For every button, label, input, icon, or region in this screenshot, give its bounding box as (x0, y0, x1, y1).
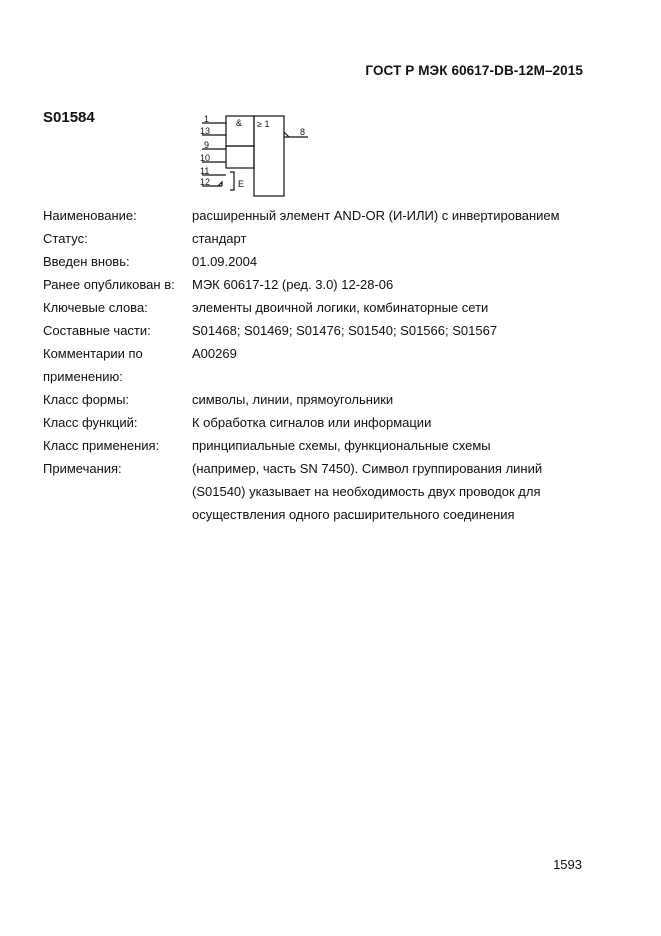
field-name (43, 204, 603, 227)
input-12-negation (218, 182, 222, 186)
field-previously-published (43, 273, 603, 296)
field-components (43, 319, 603, 342)
input-label-1: 1 (204, 114, 210, 124)
field-value: S01468; S01469; S01476; S01540; S01566; S01567 (192, 323, 498, 338)
input-label-9: 9 (204, 140, 210, 150)
field-application-class (43, 434, 603, 457)
field-value: расширенный элемент AND-OR (И-ИЛИ) с инвертированием (192, 208, 560, 223)
symbol-properties (43, 204, 603, 526)
field-notes (43, 457, 603, 526)
output-label-8: 8 (300, 127, 306, 137)
field-label: Класс функций: (43, 415, 138, 430)
document-header: ГОСТ Р МЭК 60617-DB-12M–2015 (365, 63, 583, 78)
field-status (43, 227, 603, 250)
field-value: A00269 (192, 346, 237, 361)
input-label-10: 10 (200, 153, 211, 163)
input-label-13: 13 (200, 126, 211, 136)
field-value: К обработка сигналов или информации (192, 415, 432, 430)
or-label: ≥ 1 (257, 119, 270, 129)
and-label: & (236, 118, 243, 128)
output-negation (284, 132, 289, 137)
field-label: Ключевые слова: (43, 300, 148, 315)
field-application-notes (43, 342, 603, 388)
logic-symbol-diagram (196, 112, 321, 207)
field-label: Составные части: (43, 323, 151, 338)
and-gate-box-2 (226, 146, 254, 168)
field-label: Класс формы: (43, 392, 130, 407)
field-function-class (43, 411, 603, 434)
field-value: стандарт (192, 231, 247, 246)
field-label: Ранее опубликован в: (43, 277, 175, 292)
expand-label: E (238, 179, 245, 189)
and-or-invert-symbol (196, 112, 321, 202)
field-value: 01.09.2004 (192, 254, 258, 269)
field-value: (например, часть SN 7450). Символ группирования линий (S01540) указывает на необходимость двух проводок для осуществления одного расширительного соединения (192, 461, 543, 522)
page-number: 1593 (553, 857, 582, 872)
field-label: Наименование: (43, 208, 137, 223)
field-value: принципиальные схемы, функциональные схемы (192, 438, 491, 453)
expand-bracket (230, 172, 234, 190)
field-value: МЭК 60617-12 (ред. 3.0) 12-28-06 (192, 277, 394, 292)
field-label: Класс применения: (43, 438, 160, 453)
field-value: элементы двоичной логики, комбинаторные сети (192, 300, 489, 315)
field-label: Статус: (43, 231, 88, 246)
symbol-id: S01584 (43, 109, 95, 126)
field-value: символы, линии, прямоугольники (192, 392, 394, 407)
input-label-12: 12 (200, 177, 211, 187)
field-label: Комментарии по применению: (43, 346, 143, 384)
field-shape-class (43, 388, 603, 411)
field-keywords (43, 296, 603, 319)
field-label: Введен вновь: (43, 254, 130, 269)
input-label-11: 11 (200, 166, 210, 176)
field-introduced (43, 250, 603, 273)
field-label: Примечания: (43, 461, 122, 476)
